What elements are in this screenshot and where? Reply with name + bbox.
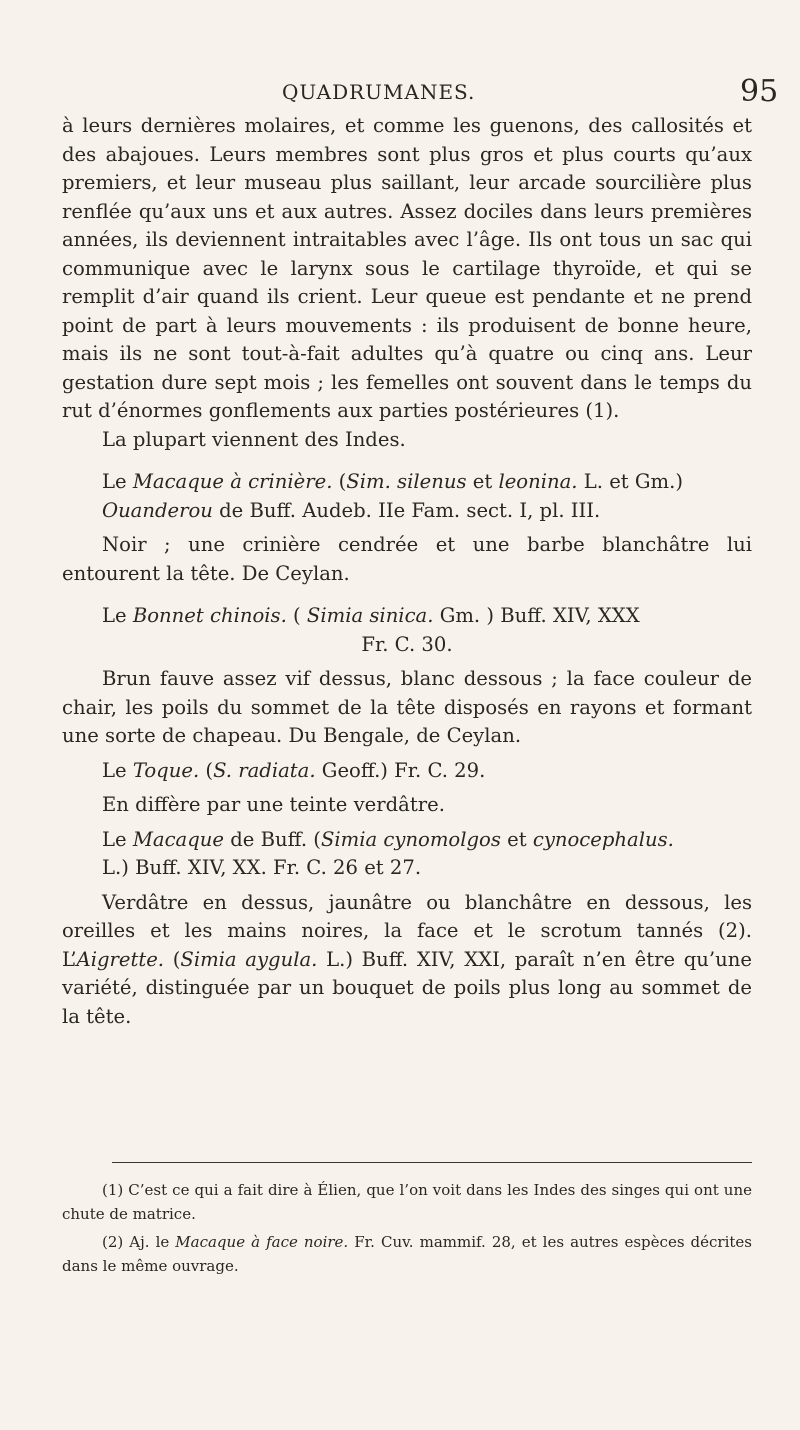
scientific-name: cynocephalus.: [532, 827, 674, 851]
footnotes: [62, 1178, 752, 1278]
species-name: Toque.: [132, 758, 200, 782]
species-entry-bonnet-chinois: Le Bonnet chinois. ( Simia sinica. Gm. ) Buff. XIV, XXX: [102, 604, 640, 627]
species-entry-toque: Le Toque. (S. radiata. Geoff.) Fr. C. 29.: [102, 758, 486, 782]
species-description: En diffère par une teinte verdâtre.: [102, 793, 445, 816]
scientific-name: S. radiata.: [213, 758, 316, 782]
species-name: Aigrette.: [76, 947, 165, 971]
paragraph-intro: à leurs dernières molaires, et comme les guenons, des callosités et des abajoues. Leurs membres sont plus gros et plus courts qu’aux premiers, et leur museau plus saillant, leur arcade sourcilière plus renflée qu’aux uns et aux autres. Assez dociles dans leurs premières années, ils deviennent intraitables avec l’âge. Ils ont tous un sac qui communique avec le larynx sous le cartilage thyroïde, et qui se remplit d’air quand ils crient. Leur queue est pendante et ne prend point de part à leurs mouvements : ils produisent de bonne heure, mais ils ne sont tout-à-fait adultes qu’à quatre ou cinq ans. Leur gestation dure sept mois ; les femelles ont souvent dans le temps du rut d’énormes gonflements aux parties postérieures (1).: [62, 114, 752, 422]
species-reference: Ouanderou de Buff. Audeb. IIe Fam. sect. I, pl. III.: [102, 498, 601, 522]
footnote-1: (1) C’est ce qui a fait dire à Élien, que l’on voit dans les Indes des singes qui ont une chute de matrice.: [62, 1181, 752, 1223]
running-head: QUADRUMANES.: [282, 80, 476, 104]
scientific-name: leonina.: [498, 470, 578, 493]
footnote-2: (2) Aj. le Macaque à face noire. Fr. Cuv. mammif. 28, et les autres espèces décrites dans le même ouvrage.: [62, 1233, 752, 1275]
species-reference: L.) Buff. XIV, XX. Fr. C. 26 et 27.: [102, 856, 422, 879]
common-name: Ouanderou: [102, 498, 213, 522]
species-name: Macaque: [132, 827, 225, 851]
species-name: Bonnet chinois.: [132, 604, 287, 627]
scientific-name: Sim. silenus: [346, 470, 467, 493]
species-reference: Fr. C. 30.: [361, 632, 453, 656]
scientific-name: Simia aygula.: [180, 947, 318, 971]
main-text: [62, 112, 752, 1031]
species-entry-macaque: Le Macaque de Buff. (Simia cynomolgos et cynocephalus.: [102, 827, 674, 851]
page-number: 95: [740, 74, 779, 109]
footnote-rule: [112, 1162, 752, 1163]
species-description: Brun fauve assez vif dessus, blanc dessous ; la face couleur de chair, les poils du sommet de la tête disposés en rayons et formant une sorte de chapeau. Du Bengale, de Ceylan.: [62, 667, 752, 747]
paragraph-origin: La plupart viennent des Indes.: [102, 427, 406, 451]
species-name: Macaque à crinière.: [132, 470, 333, 493]
species-entry-macaque-criniere: Le Macaque à crinière. (Sim. silenus et leonina. L. et Gm.): [102, 470, 684, 493]
species-description: Verdâtre en dessus, jaunâtre ou blanchâtre en dessous, les oreilles et les mains noires, la face et le scrotum tannés (2). L’Aigrette. (Simia aygula. L.) Buff. XIV, XXI, paraît n’en être qu’une variété, distinguée par un bouquet de poils plus long au sommet de la tête.: [62, 890, 752, 1028]
scientific-name: Simia sinica.: [306, 604, 434, 627]
species-description: Noir ; une crinière cendrée et une barbe blanchâtre lui entourent la tête. De Ceylan.: [62, 533, 752, 585]
scientific-name: Simia cynomolgos: [320, 827, 501, 851]
